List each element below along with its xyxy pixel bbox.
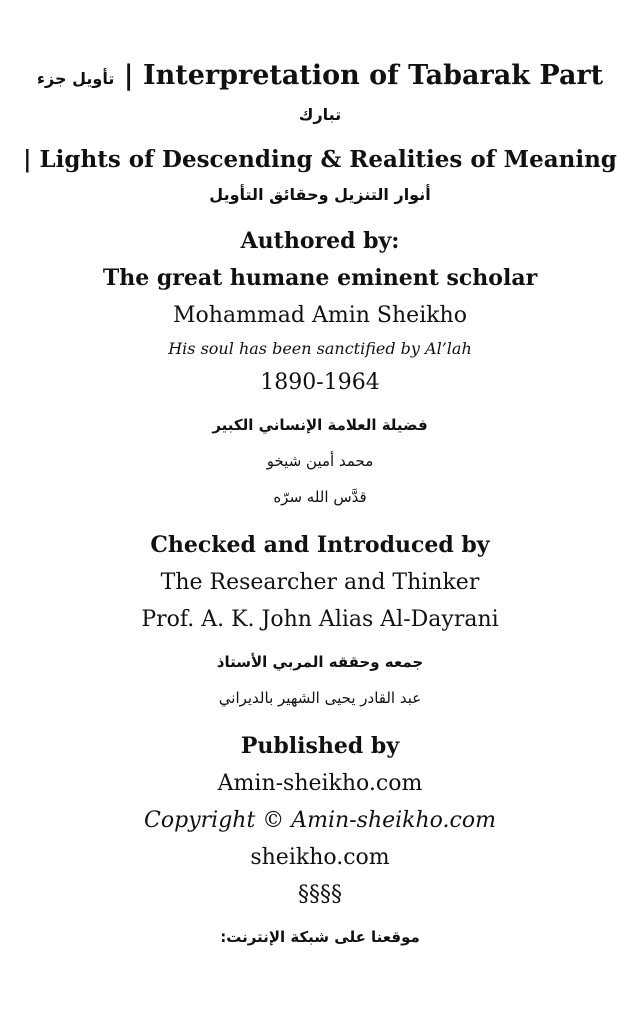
author-arabic-blessing: قدَّس الله سرّه: [273, 488, 367, 506]
author-honorific: The great humane eminent scholar: [102, 265, 538, 291]
publisher-heading: Published by: [240, 733, 400, 759]
publisher-site-link[interactable]: Amin-sheikho.com: [217, 771, 423, 796]
title-english: Interpretation of Tabarak Part: [142, 60, 604, 91]
title-arabic-lead: تأويل جزء: [36, 69, 115, 88]
author-arabic-name: محمد أمين شيخو: [266, 452, 374, 470]
section-ornament: §§§§: [298, 882, 342, 907]
author-arabic-honorific: فضيلة العلامة الإنساني الكبير: [212, 416, 428, 434]
author-name: Mohammad Amin Sheikho: [173, 303, 467, 328]
title-line: [0, 56, 640, 99]
publisher-site2-link[interactable]: sheikho.com: [250, 845, 390, 870]
editor-name: Prof. A. K. John Alias Al-Dayrani: [141, 607, 499, 632]
copyright-notice: Copyright © Amin-sheikho.com: [144, 808, 496, 833]
subtitle-arabic: أنوار التنزيل وحقائق التأويل: [209, 185, 431, 204]
editor-heading: Checked and Introduced by: [150, 532, 490, 558]
subtitle-separator: |: [23, 146, 32, 173]
website-arabic-label: موقعنا على شبكة الإنترنت:: [220, 928, 420, 946]
author-heading: Authored by:: [240, 228, 400, 254]
editor-role: The Researcher and Thinker: [160, 570, 480, 595]
title-separator: |: [123, 60, 134, 91]
title-arabic-tail: تبارك: [298, 105, 342, 124]
author-years: 1890-1964: [260, 370, 380, 395]
editor-arabic-role: جمعه وحققه المربي الأستاذ: [216, 653, 424, 671]
author-blessing: His soul has been sanctified by Al’lah: [168, 339, 472, 358]
subtitle-english: Lights of Descending & Realities of Meaning: [39, 146, 617, 173]
editor-arabic-name: عبد القادر يحيى الشهير بالديراني: [218, 689, 422, 707]
subtitle-line: [0, 141, 640, 179]
